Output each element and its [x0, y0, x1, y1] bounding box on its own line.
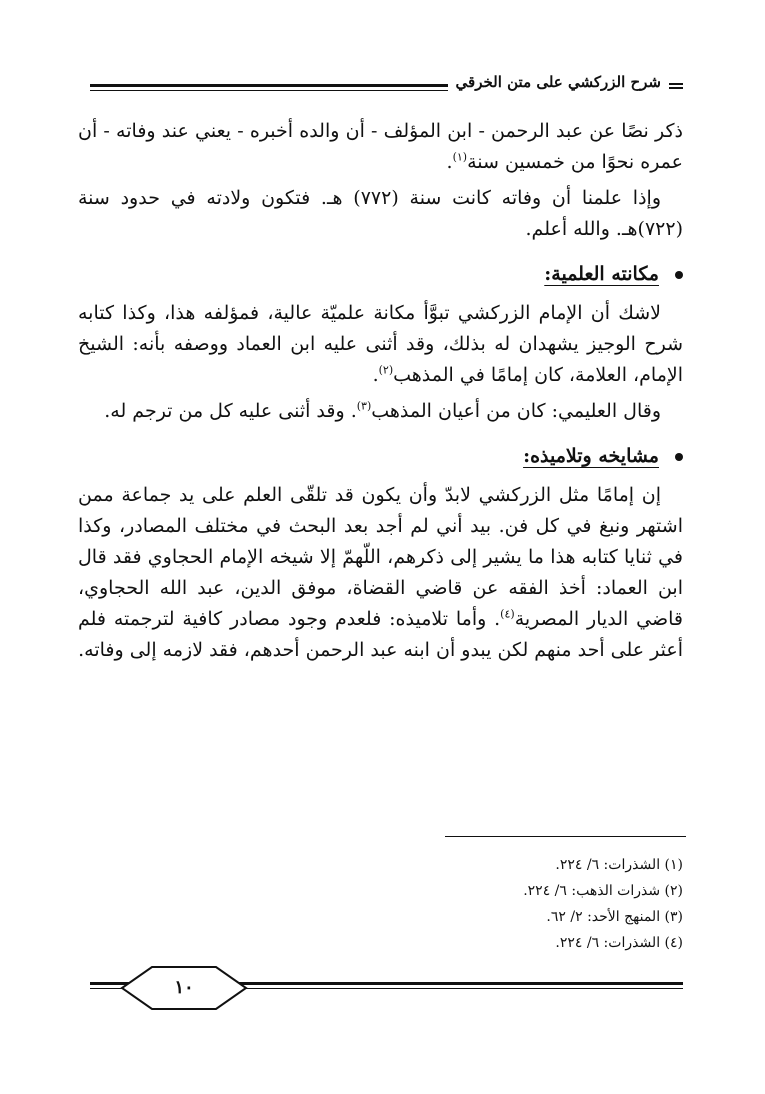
footnote-ref-3: (٣): [356, 399, 372, 413]
paragraph-4: [78, 396, 683, 427]
paragraph-4-end: . وقد أثنى عليه كل من ترجم له.: [104, 400, 357, 422]
section-heading-scholarly-status: [78, 259, 683, 290]
bullet-icon: [675, 271, 683, 279]
paragraph-1-end: .: [446, 151, 453, 173]
footnote-item: (١) الشذرات: ٦/ ٢٢٤.: [555, 857, 683, 873]
paragraph-3-text: لاشك أن الإمام الزركشي تبوَّأ مكانة علميّة عالية، فمؤلفه هذا، وكذا كتابه شرح الوجيز يشهدان له بذلك، وقد أثنى عليه ابن العماد ووصفه بأنه: الشيخ الإمام، العلامة، كان إمامًا في المذهب: [78, 302, 683, 386]
paragraph-5-text: إن إمامًا مثل الزركشي لابدّ وأن يكون قد تلقّى العلم على يد جماعة ممن اشتهر ونبغ في كل فن. بيد أني لم أجد بعد البحث في مختلف المصادر، وكذا في ثنايا كتابه هذا ما يشير إلى ذكرهم، اللّهمّ إلا شيخه الإمام الحجاوي فقد قال ابن العماد: أخذ الفقه عن قاضي القضاة، موفق الدين، عبد الله الحجاوي، قاضي الديار المصرية: [78, 484, 684, 630]
header-dash-icon: [669, 83, 683, 85]
paragraph-3-end: .: [372, 364, 379, 386]
section-heading-teachers-students: [78, 441, 683, 472]
section-heading-text: مشايخه وتلاميذه:: [523, 445, 659, 467]
section-heading-text: مكانته العلمية:: [544, 263, 659, 285]
header-title-text: شرح الزركشي على متن الخرقي: [455, 73, 661, 91]
footnote-item: (٢) شذرات الذهب: ٦/ ٢٢٤.: [523, 883, 683, 899]
footnote-ref-2: (٢): [378, 363, 394, 377]
bullet-icon: [675, 453, 683, 461]
footnotes: [383, 852, 683, 956]
paragraph-2: وإذا علمنا أن وفاته كانت سنة (٧٧٢) هـ. فتكون ولادته في حدود سنة (٧٢٢)هـ. والله أعلم.: [78, 187, 683, 240]
body-text: [78, 116, 683, 666]
paragraph-1: [78, 116, 683, 178]
page-number: ١٠: [174, 977, 194, 998]
paragraph-3: [78, 298, 683, 391]
paragraph-4-text: وقال العليمي: كان من أعيان المذهب: [371, 400, 661, 422]
paragraph-5: [78, 480, 683, 666]
footnote-item: (٤) الشذرات: ٦/ ٢٢٤.: [555, 935, 683, 951]
paragraph-1-text: ذكر نصًا عن عبد الرحمن - ابن المؤلف - أن والده أخبره - يعني عند وفاته - أن عمره نحوًا من خمسين سنة: [78, 120, 683, 173]
footnote-ref-4: (٤): [500, 607, 515, 621]
running-header: [90, 73, 683, 98]
footnote-ref-1: (١): [452, 150, 468, 164]
paragraph-5-end: . وأما تلاميذه: فلعدم وجود مصادر كافية لترجمته فلم أعثر على أحد منهم لكن يبدو أن ابنه عبد الرحمن أحدهم، فقد لازمه إلى وفاته.: [78, 608, 683, 661]
footnote-separator: [445, 836, 686, 837]
footnote-item: (٣) المنهج الأحد: ٢/ ٦٢.: [546, 909, 683, 925]
header-title: [448, 73, 683, 91]
